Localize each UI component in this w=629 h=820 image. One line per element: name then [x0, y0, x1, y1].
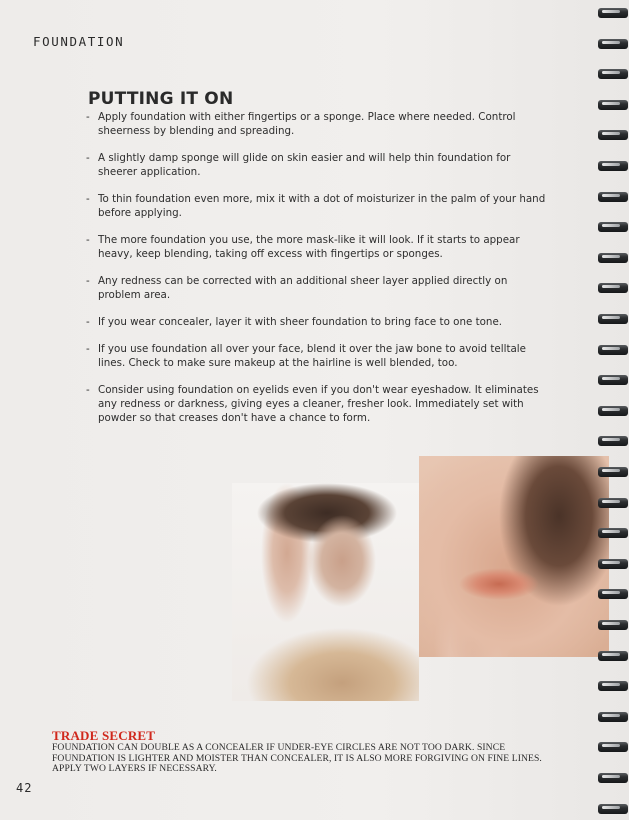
bullet-dash: - [86, 193, 90, 205]
spiral-ring [598, 192, 628, 202]
list-item [86, 151, 546, 179]
spiral-ring [598, 651, 628, 661]
spiral-ring [598, 8, 628, 18]
page-heading: PUTTING IT ON [88, 89, 234, 109]
spiral-ring [598, 620, 628, 630]
spiral-ring [598, 436, 628, 446]
list-item [86, 315, 546, 329]
section-label: FOUNDATION [33, 34, 125, 49]
model-photo-hand-raised [232, 483, 419, 701]
spiral-ring [598, 130, 628, 140]
bullet-dash: - [86, 152, 90, 164]
trade-secret-box [52, 729, 552, 775]
list-item [86, 274, 546, 302]
bullet-text: A slightly damp sponge will glide on skin easier and will help thin foundation for sheerer application. [98, 152, 511, 178]
spiral-ring [598, 253, 628, 263]
bullet-dash: - [86, 234, 90, 246]
spiral-ring [598, 69, 628, 79]
spiral-ring [598, 161, 628, 171]
spiral-ring [598, 39, 628, 49]
spiral-ring [598, 681, 628, 691]
spiral-ring [598, 100, 628, 110]
bullet-text: Apply foundation with either fingertips or a sponge. Place where needed. Control sheerness by blending and spreading. [98, 111, 516, 137]
tips-list [86, 110, 546, 425]
spiral-ring [598, 467, 628, 477]
bullet-text: To thin foundation even more, mix it with a dot of moisturizer in the palm of your hand before applying. [98, 193, 546, 219]
bullet-text: Any redness can be corrected with an additional sheer layer applied directly on problem area. [98, 275, 508, 301]
spiral-ring [598, 742, 628, 752]
bullet-dash: - [86, 316, 90, 328]
list-item [86, 110, 546, 138]
trade-secret-title: TRADE SECRET [52, 728, 156, 743]
spiral-ring [598, 222, 628, 232]
spiral-ring [598, 712, 628, 722]
spiral-ring [598, 804, 628, 814]
spiral-ring [598, 406, 628, 416]
page-number: 42 [16, 781, 33, 795]
bullet-dash: - [86, 275, 90, 287]
spiral-ring [598, 528, 628, 538]
list-item [86, 342, 546, 370]
bullet-text: The more foundation you use, the more mask-like it will look. If it starts to appear heavy, keep blending, taking off excess with fingertips or sponges. [98, 234, 520, 260]
spiral-ring [598, 589, 628, 599]
spiral-ring [598, 283, 628, 293]
list-item [86, 383, 546, 425]
bullet-text: If you use foundation all over your face, blend it over the jaw bone to avoid telltale lines. Check to make sure makeup at the hairline is well blended, too. [98, 343, 526, 369]
bullet-text: Consider using foundation on eyelids even if you don't wear eyeshadow. It eliminates any redness or darkness, giving eyes a cleaner, fresher look. Immediately set with powder so that creases don't have a chance to form. [98, 384, 539, 424]
list-item [86, 192, 546, 220]
spiral-ring [598, 314, 628, 324]
model-photo-closeup [419, 456, 609, 657]
spiral-binding [596, 0, 629, 820]
spiral-ring [598, 345, 628, 355]
bullet-dash: - [86, 343, 90, 355]
spiral-ring [598, 498, 628, 508]
spiral-ring [598, 773, 628, 783]
spiral-ring [598, 559, 628, 569]
bullet-text: If you wear concealer, layer it with sheer foundation to bring face to one tone. [98, 316, 503, 328]
list-item [86, 233, 546, 261]
spiral-ring [598, 375, 628, 385]
bullet-dash: - [86, 111, 90, 123]
trade-secret-body: FOUNDATION CAN DOUBLE AS A CONCEALER IF UNDER-EYE CIRCLES ARE NOT TOO DARK. SINCE FOUNDATION IS LIGHTER AND MOISTER THAN CONCEALER, IT IS ALSO MORE FORGIVING ON FINE LINES. APPLY TWO LAYERS IF NECESSARY. [52, 742, 542, 775]
bullet-dash: - [86, 384, 90, 396]
